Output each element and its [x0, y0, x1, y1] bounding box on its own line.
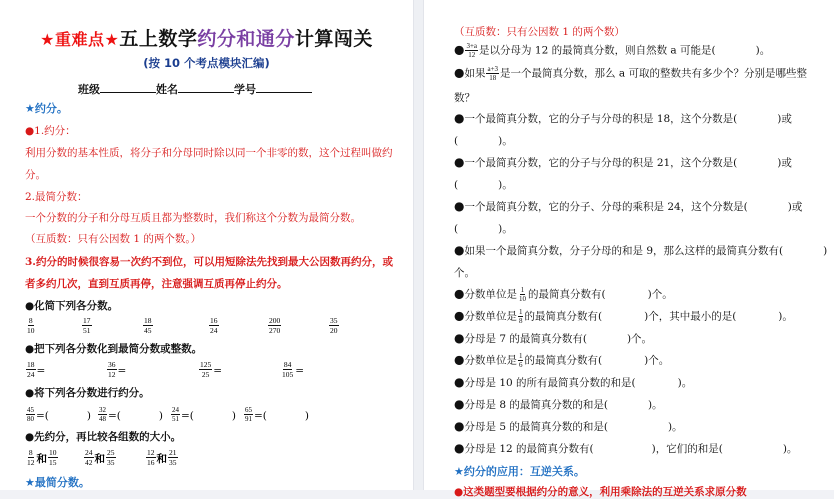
fraction-expression: $\frac{45}{80}$ =( )	[27, 406, 92, 423]
question-2-title: ●把下列各分数化到最简分数或整数。	[25, 343, 203, 355]
definition-1-body-line2: 分。	[25, 169, 46, 181]
question-item: ●一个最简真分数，它的分子与分母的积是 18，这个分数是( )或	[454, 111, 792, 125]
definition-1-heading: ●1.约分：	[25, 125, 76, 137]
title-part1: 五上数学	[119, 28, 198, 50]
question-item-continuation: ( )。	[454, 135, 513, 147]
definition-1-body-line1: 利用分数的基本性质，将分子和分母同时除以同一个非零的数，这个过程叫做约	[25, 147, 393, 159]
name-blank[interactable]	[178, 82, 234, 93]
question-item-continuation: ( )。	[454, 179, 513, 191]
question-4-pairs	[25, 447, 405, 469]
title-prefix: ★重难点★	[40, 30, 120, 49]
question-item: ●如果 $\frac{a+3}{18}$ 是一个最简真分数，那么 a 可取的整数共有多少个？分别是哪些整	[454, 65, 807, 82]
section-heading-application: ★约分的应用：互逆关系。	[454, 465, 585, 478]
fraction-pair: $\frac{12}{16}$ 和 $\frac{21}{35}$	[147, 448, 177, 467]
question-item: ●分数单位是 $\frac{1}{8}$ 的最简真分数有( )个，其中最小的是( )。	[454, 308, 793, 325]
fraction: $\frac{16}{24}$	[210, 316, 218, 335]
question-3-title: ●将下列各分数进行约分。	[25, 387, 150, 399]
fraction-expression: $\frac{65}{91}$ =( )	[245, 406, 310, 423]
question-3-fractions	[25, 404, 405, 426]
student-info-line	[78, 81, 312, 97]
id-label: 学号	[234, 83, 256, 96]
question-item: ●分母是 5 的最简真分数的和是( )。	[454, 419, 683, 433]
fraction: $\frac{35}{20}$	[330, 316, 338, 335]
coprime-note: （互质数：只有公因数 1 的两个数。）	[25, 233, 202, 245]
page-gutter	[413, 0, 424, 490]
fraction-expression: $\frac{125}{25}$ =	[200, 360, 223, 379]
question-item: ●分母是 12 的最简真分数有( )，它们的和是( )。	[454, 441, 798, 455]
class-blank[interactable]	[100, 82, 156, 93]
question-item: ●分母是 7 的最简真分数有( )个。	[454, 331, 653, 345]
fraction: $\frac{18}{45}$	[144, 316, 152, 335]
question-4-title: ●先约分，再比较各组数的大小。	[25, 431, 182, 443]
fraction: $\frac{8}{10}$	[27, 316, 35, 335]
name-label: 姓名	[156, 83, 178, 96]
coprime-note: （互质数：只有公因数 1 的两个数）	[454, 26, 625, 38]
title-highlight: 约分和通分	[197, 28, 295, 50]
question-2-fractions	[25, 359, 405, 383]
question-item: ●分母是 10 的所有最简真分数的和是( )。	[454, 375, 693, 389]
definition-3-line1: 3.约分的时候很容易一次约不到位，可以用短除法先找到最大公因数再约分，或	[25, 256, 393, 268]
question-1-title: ●化简下列各分数。	[25, 300, 119, 312]
question-item: ●一个最简真分数，它的分子、分母的乘积是 24，这个分数是( )或	[454, 199, 803, 213]
question-item: ● $\frac{3+a}{12}$ 是以分母为 12 的最简真分数，则自然数 a 可能是( )。	[454, 42, 771, 59]
question-item-continuation: 个。	[454, 267, 475, 279]
question-item: ●分数单位是 $\frac{1}{10}$ 的最简真分数有( )个。	[454, 286, 673, 303]
question-item: ●分数单位是 $\frac{1}{6}$ 的最简真分数有( )个。	[454, 352, 670, 369]
question-item-continuation: ( )。	[454, 223, 513, 235]
class-label: 班级	[78, 83, 100, 96]
page-title	[0, 24, 413, 51]
fraction: $\frac{200}{270}$	[269, 316, 281, 335]
question-item-continuation: 数？	[454, 92, 475, 104]
document-page-left	[0, 0, 413, 490]
definition-2-heading: 2.最简分数：	[25, 191, 88, 203]
question-item: ●如果一个最简真分数，分子分母的和是 9，那么这样的最简真分数有( )	[454, 243, 828, 257]
question-item: ●一个最简真分数，它的分子与分母的积是 21，这个分数是( )或	[454, 155, 792, 169]
id-blank[interactable]	[256, 82, 312, 93]
fraction-pair: $\frac{24}{42}$ 和 $\frac{25}{35}$	[85, 448, 115, 467]
definition-3-line2: 者多约几次，直到互质再停，注意强调互质再停止约分。	[25, 278, 288, 290]
fraction-expression: $\frac{36}{12}$ =	[108, 360, 127, 379]
document-page-right	[424, 0, 834, 498]
fraction: $\frac{17}{51}$	[83, 316, 91, 335]
section-heading-simplest-fraction: ★最简分数。	[25, 476, 90, 489]
fraction-expression: $\frac{24}{51}$ =( )	[172, 406, 237, 423]
section-heading-reduction: ★约分。	[25, 102, 68, 115]
question-item: ●分母是 8 的最简真分数的和是( )。	[454, 397, 663, 411]
fraction-pair: $\frac{8}{12}$ 和 $\frac{10}{15}$	[27, 448, 57, 467]
fraction-expression: $\frac{18}{24}$ =	[27, 360, 46, 379]
title-part2: 计算闯关	[294, 28, 373, 50]
page-subtitle: (按 10 个考点模块汇编)	[143, 56, 270, 70]
fraction-expression: $\frac{32}{48}$ =( )	[99, 406, 164, 423]
fraction-expression: $\frac{84}{105}$ =	[282, 360, 305, 379]
definition-2-body: 一个分数的分子和分母互质且都为整数时，我们称这个分数为最简分数。	[25, 212, 361, 224]
cutoff-instruction: ●这类题型要根据约分的意义，利用乘除法的互逆关系求原分数	[454, 486, 747, 498]
